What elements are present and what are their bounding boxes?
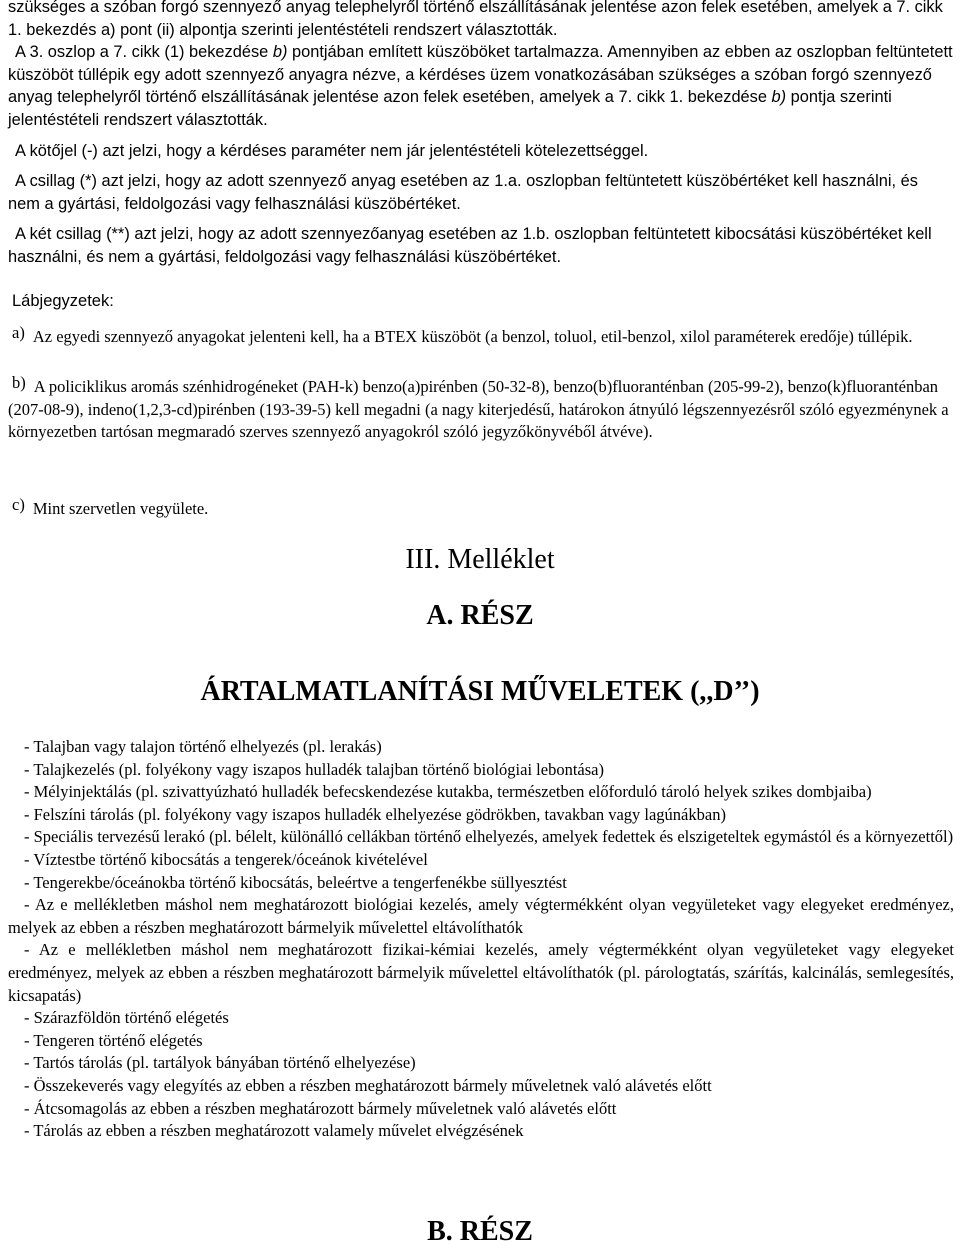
- list-item: - Átcsomagolás az ebben a részben meghatározott bármely műveletnek való alávetés előtt: [24, 1098, 617, 1118]
- list-item: - Talajkezelés (pl. folyékony vagy iszapos hulladék talajban történő biológiai lebontása): [24, 759, 604, 779]
- footnote-c: [8, 494, 954, 521]
- list-item: - Tárolás az ebben a részben meghatározott valamely művelet elvégzésének: [24, 1121, 524, 1141]
- annex-title: III. Melléklet: [405, 544, 555, 575]
- list-item: - Talajban vagy talajon történő elhelyezés (pl. lerakás): [24, 737, 382, 756]
- operations-list: [8, 736, 954, 1143]
- list-item: - Felszíni tárolás (pl. folyékony vagy iszapos hulladék elhelyezése gödrökben, tavakban vagy lagúnákban): [24, 804, 726, 824]
- footnote-b-marker: b): [12, 373, 26, 392]
- list-item: - Speciális tervezésű lerakó (pl. bélelt, különálló cellákban történő elhelyezés, amelyek fedettek és elszigeteltek egymástól és a környezettől): [24, 827, 954, 847]
- footnotes-heading: Lábjegyzetek:: [12, 292, 114, 310]
- footnote-c-marker: c): [12, 495, 25, 514]
- list-item: - Tartós tárolás (pl. tartályok bányában történő elhelyezése): [24, 1053, 416, 1073]
- section-title: ÁRTALMATLANÍTÁSI MŰVELETEK (,,D’’): [200, 676, 760, 707]
- list-item: - Tengerekbe/óceánokba történő kibocsátás, beleértve a tengerfenékbe süllyesztést: [24, 872, 567, 892]
- intro-paragraph-5: A két csillag (**) azt jelzi, hogy az adott szennyezőanyag esetében az 1.b. oszlopban feltüntetett kibocsátási küszöbértéket kell használni, és nem a gyártási, feldolgozási vagy felhasználási küszöbértéket.: [8, 225, 932, 266]
- list-item: - Víztestbe történő kibocsátás a tengerek/óceánok kivételével: [24, 849, 428, 869]
- list-item: - Szárazföldön történő elégetés: [24, 1008, 229, 1028]
- part-b-heading: B. RÉSZ: [427, 1216, 533, 1247]
- intro-text: [8, 0, 954, 269]
- list-item: - Tengeren történő elégetés: [24, 1030, 203, 1050]
- intro-paragraph-2: A 3. oszlop a 7. cikk (1) bekezdése b) pontjában említett küszöböket tartalmazza. Amennyiben az ebben az oszlopban feltüntetett küszöböt túllépik egy adott szennyező anyagra nézve, a kérdéses üzem vonatkozásában szükséges a szóban forgó szennyező anyag telephelyről történő elszállításának jelentése azon felek esetében, amelyek a 7. cikk 1. bekezdése b) pontja szerinti jelentéstételi rendszert választották.: [8, 43, 953, 129]
- list-item: - Az e mellékletben máshol nem meghatározott fizikai-kémiai kezelés, amely végtermékként olyan vegyületeket vagy elegyeket eredményez, melyek az ebben a részben meghatározott bármelyik művelettel eltávolíthatók (pl. párologtatás, szárítás, kalcinálás, semlegesítés, kicsapatás): [8, 940, 954, 1005]
- footnote-a-text: Az egyedi szennyező anyagokat jelenteni kell, ha a BTEX küszöböt (a benzol, toluol, etil-benzol, xilol paraméterek eredője) túllépik.: [32, 327, 913, 346]
- intro-paragraph-3: A kötőjel (-) azt jelzi, hogy a kérdéses paraméter nem jár jelentéstételi kötelezettséggel.: [15, 141, 649, 160]
- footnote-a-marker: a): [12, 323, 25, 342]
- intro-paragraph-1: szükséges a szóban forgó szennyező anyag telephelyről történő elszállításának jelentése azon felek esetében, amelyek a 7. cikk 1. bekezdés a) pont (ii) alpontja szerinti jelentéstételi rendszert választották.: [8, 0, 943, 39]
- part-a-heading: A. RÉSZ: [426, 600, 534, 631]
- footnote-b: [8, 372, 954, 444]
- intro-paragraph-4: A csillag (*) azt jelzi, hogy az adott szennyező anyag esetében az 1.a. oszlopban feltüntetett küszöbértéket kell használni, és nem a gyártási, feldolgozási vagy felhasználási küszöbértéket.: [8, 172, 918, 213]
- list-item: - Az e mellékletben máshol nem meghatározott biológiai kezelés, amely végtermékként olyan vegyületeket vagy elegyeket eredményez, melyek az ebben a részben meghatározott bármelyik művelettel eltávolíthatók: [8, 895, 954, 937]
- footnote-b-text: A policiklikus aromás szénhidrogéneket (PAH-k) benzo(a)pirénben (50-32-8), benzo(b)fluoranténban (205-99-2), benzo(k)fluoranténban (207-08-9), indeno(1,2,3-cd)pirénben (193-39-5) kell megadni (a nagy kiterjedésű, határokon átnyúló légszennyezésről szóló egyezménynek a környezetben tartósan megmaradó szerves szennyező anyagokról szóló jegyzőkönyvéből átvéve).: [8, 377, 949, 442]
- list-item: - Mélyinjektálás (pl. szivattyúzható hulladék befecskendezése kutakba, természetben előforduló tároló helyek szikes dombjaiba): [24, 782, 872, 802]
- footnote-c-text: Mint szervetlen vegyülete.: [32, 499, 209, 518]
- list-item: - Összekeverés vagy elegyítés az ebben a részben meghatározott bármely műveletnek való alávetés előtt: [24, 1075, 712, 1095]
- footnote-a: [8, 322, 954, 349]
